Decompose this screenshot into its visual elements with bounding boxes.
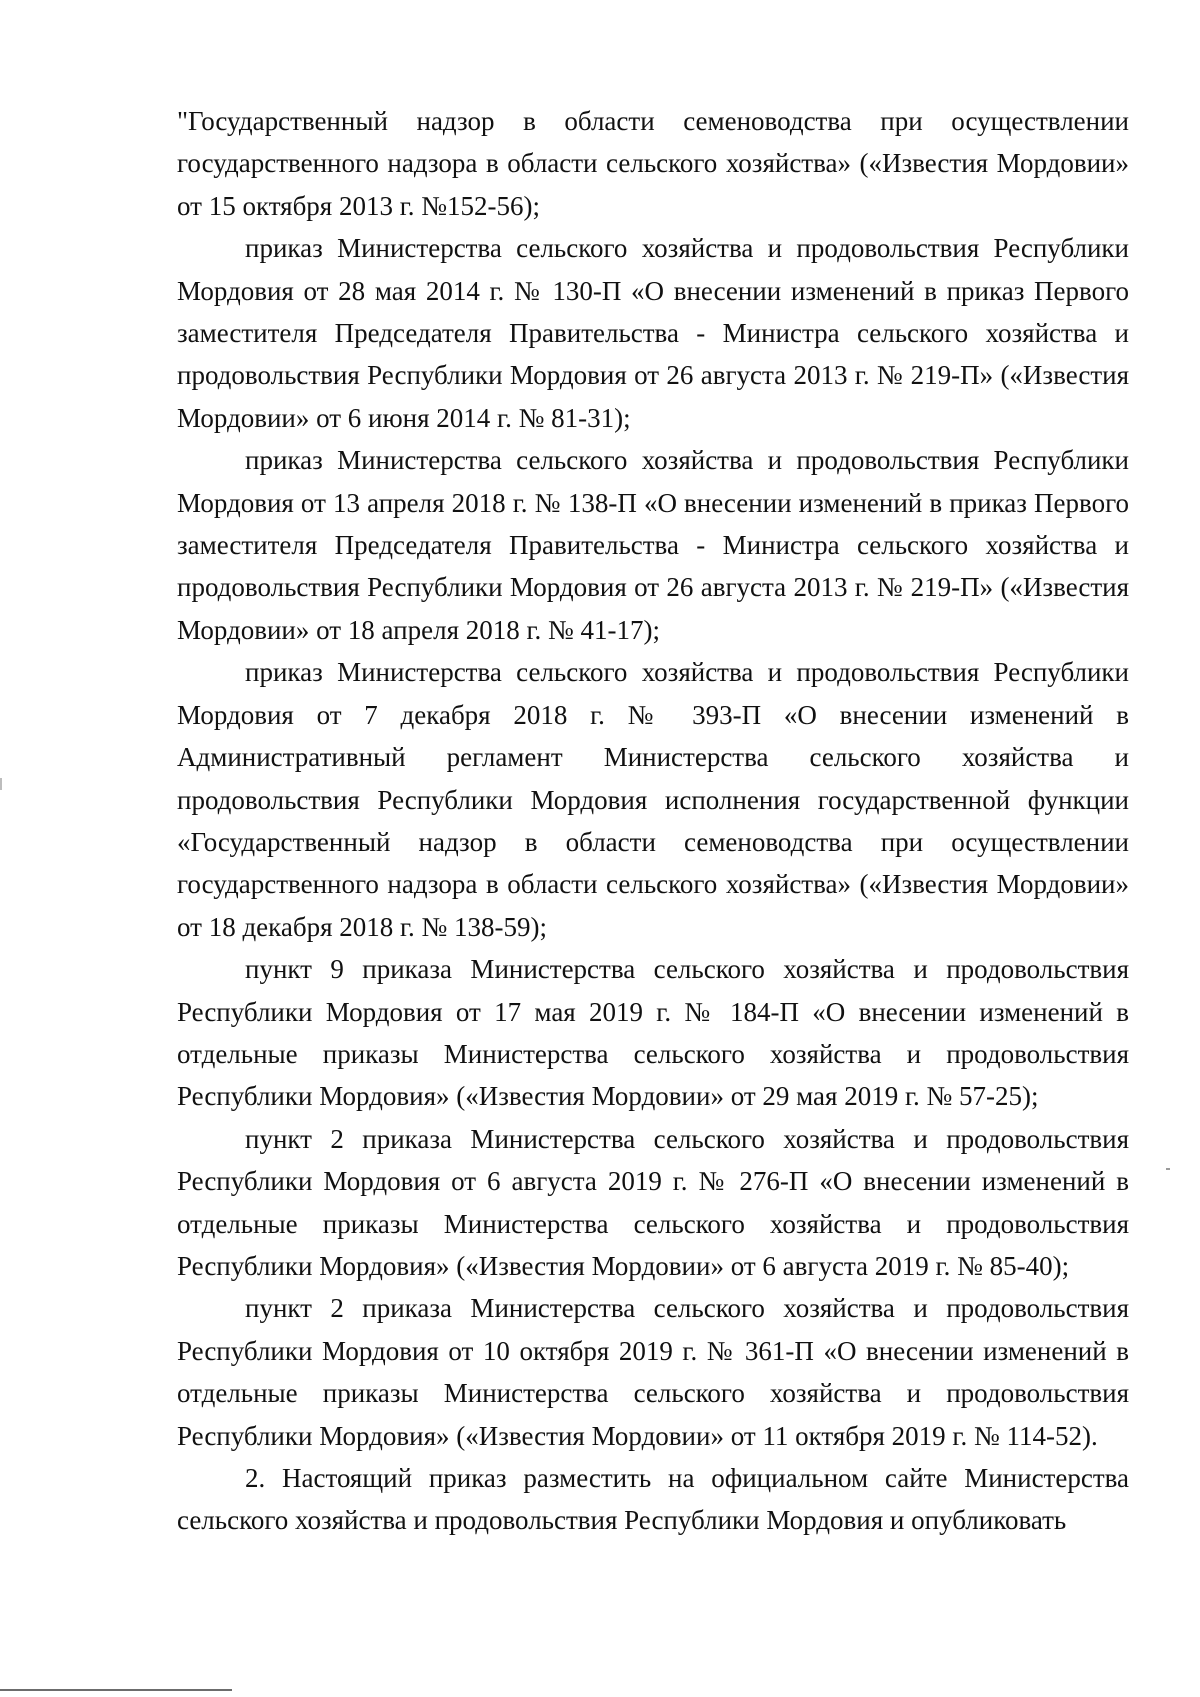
paragraph-order-2014: приказ Министерства сельского хозяйства и продовольствия Республики Мордовия от 28 мая 2014 г. № 130-П «О внесении изменений в приказ Первого заместителя Председателя Правительства - Министра сельского хозяйства и продовольствия Республики Мордовия от 26 августа 2013 г. № 219-П» («Известия Мордовии» от 6 июня 2014 г. № 81-31); [177, 233, 1129, 433]
paragraph-order-april-2018: приказ Министерства сельского хозяйства и продовольствия Республики Мордовия от 13 апреля 2018 г. № 138-П «О внесении изменений в приказ Первого заместителя Председателя Правительства - Министра сельского хозяйства и продовольствия Республики Мордовия от 26 августа 2013 г. № 219-П» («Известия Мордовии» от 18 апреля 2018 г. № 41-17); [177, 445, 1129, 645]
footer-rule [0, 1689, 232, 1691]
paragraph-section-2: 2. Настоящий приказ разместить на официальном сайте Министерства сельского хозяйства и продовольствия Республики Мордовия и опубликовать [177, 1463, 1129, 1536]
paragraph-item-2-october-2019: пункт 2 приказа Министерства сельского хозяйства и продовольствия Республики Мордовия от 10 октября 2019 г. № 361-П «О внесении изменений в отдельные приказы Министерства сельского хозяйства и продовольствия Республики Мордовия» («Известия Мордовии» от 11 октября 2019 г. № 114-52). [177, 1293, 1129, 1451]
scan-artifact-left [0, 778, 2, 790]
paragraph-continuation: "Государственный надзор в области семеноводства при осуществлении государственного надзора в области сельского хозяйства» («Известия Мордовии» от 15 октября 2013 г. №152-56); [177, 106, 1129, 221]
paragraph-order-december-2018: приказ Министерства сельского хозяйства и продовольствия Республики Мордовия от 7 декабря 2018 г. № 393-П «О внесении изменений в Административный регламент Министерства сельского хозяйства и продовольствия Республики Мордовия исполнения государственной функции «Государственный надзор в области семеноводства при осуществлении государственного надзора в области сельского хозяйства» («Известия Мордовии» от 18 декабря 2018 г. № 138-59); [177, 657, 1129, 942]
document-body [177, 100, 1129, 1542]
paragraph-item-9-may-2019: пункт 9 приказа Министерства сельского хозяйства и продовольствия Республики Мордовия от 17 мая 2019 г. № 184-П «О внесении изменений в отдельные приказы Министерства сельского хозяйства и продовольствия Республики Мордовия» («Известия Мордовии» от 29 мая 2019 г. № 57-25); [177, 954, 1129, 1112]
scan-artifact-right [1166, 1168, 1170, 1170]
paragraph-item-2-august-2019: пункт 2 приказа Министерства сельского хозяйства и продовольствия Республики Мордовия от 6 августа 2019 г. № 276-П «О внесении изменений в отдельные приказы Министерства сельского хозяйства и продовольствия Республики Мордовия» («Известия Мордовии» от 6 августа 2019 г. № 85-40); [177, 1123, 1129, 1281]
